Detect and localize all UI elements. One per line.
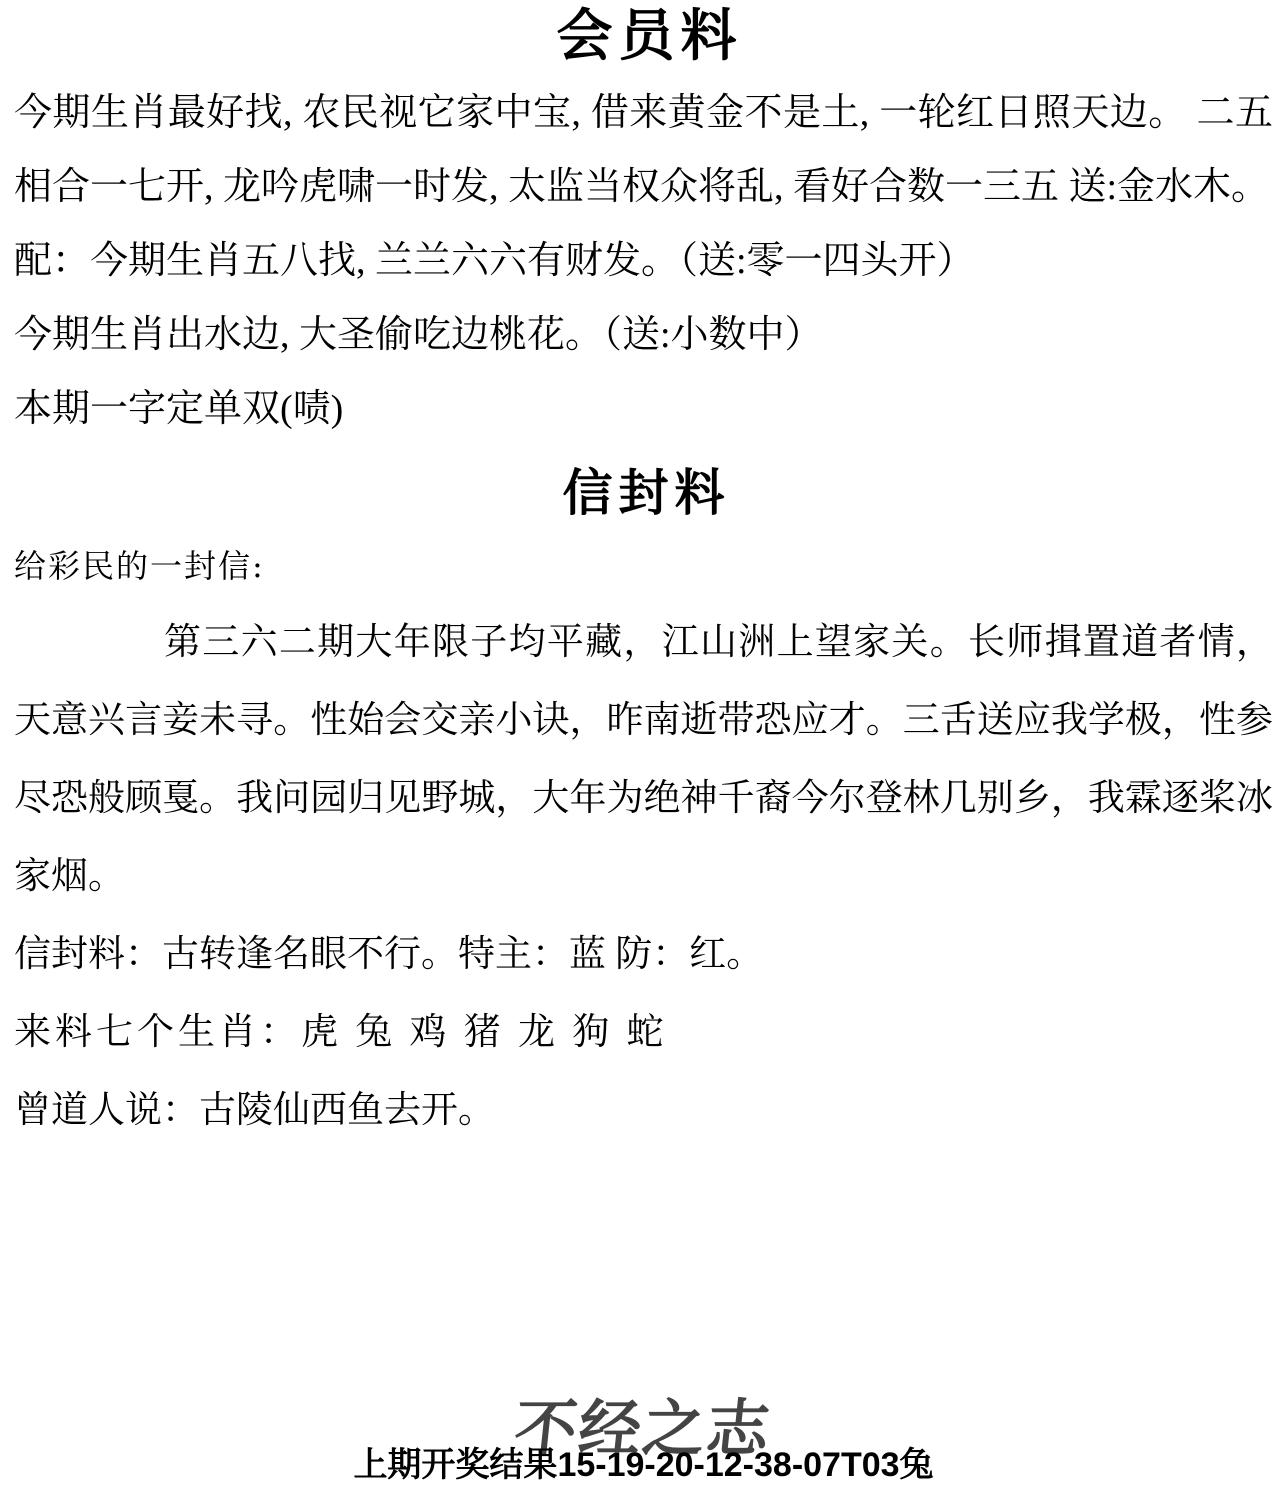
- member-line-3: 今期生肖出水边, 大圣偷吃边桃花。（送:小数中）: [14, 314, 823, 356]
- section-title-envelope: 信封料: [562, 463, 731, 522]
- member-line-2: 配：今期生肖五八找, 兰兰六六有财发。（送:零一四头开）: [14, 240, 975, 282]
- last-draw-result: [0, 1437, 1287, 1486]
- section-title-member: 会员料: [556, 3, 743, 69]
- member-line-4: 本期一字定单双(啧): [14, 388, 344, 430]
- member-line-1: 今期生肖最好找, 农民视它家中宝, 借来黄金不是土, 一轮红日照天边。 二五相合一七开, 龙吟虎啸一时发, 太监当权众将乱, 看好合数一三五 送:金水木。: [14, 92, 1273, 208]
- footer: [0, 1392, 1287, 1494]
- envelope-line-2: 来料七个生肖：虎 兔 鸡 猪 龙 狗 蛇: [14, 1012, 668, 1053]
- document-page: [0, 4, 1287, 1504]
- watermark-text: 不经之志: [511, 1392, 775, 1465]
- member-body: [14, 76, 1273, 446]
- envelope-body: [14, 604, 1273, 1150]
- letter-salutation: 给彩民的一封信:: [14, 547, 265, 585]
- last-draw-label: 上期开奖结果: [353, 1447, 558, 1484]
- envelope-line-3: 曾道人说：古陵仙西鱼去开。: [14, 1090, 495, 1131]
- last-draw-numbers: 15-19-20-12-38-07T03兔: [557, 1446, 934, 1484]
- envelope-line-1: 信封料：古转逢名眼不行。特主：蓝 防：红。: [14, 934, 764, 975]
- letter-paragraph: 第三六二期大年限子均平藏，江山洲上望家关。长师揖置道者情，天意兴言妾未寻。性始会交亲小诀，昨南逝带恐应才。三舌送应我学极，性参尽恐般顾戛。我问园归见野城，大年为绝神千裔今尔登林几别乡，我霖逐桨冰家烟。: [14, 622, 1273, 897]
